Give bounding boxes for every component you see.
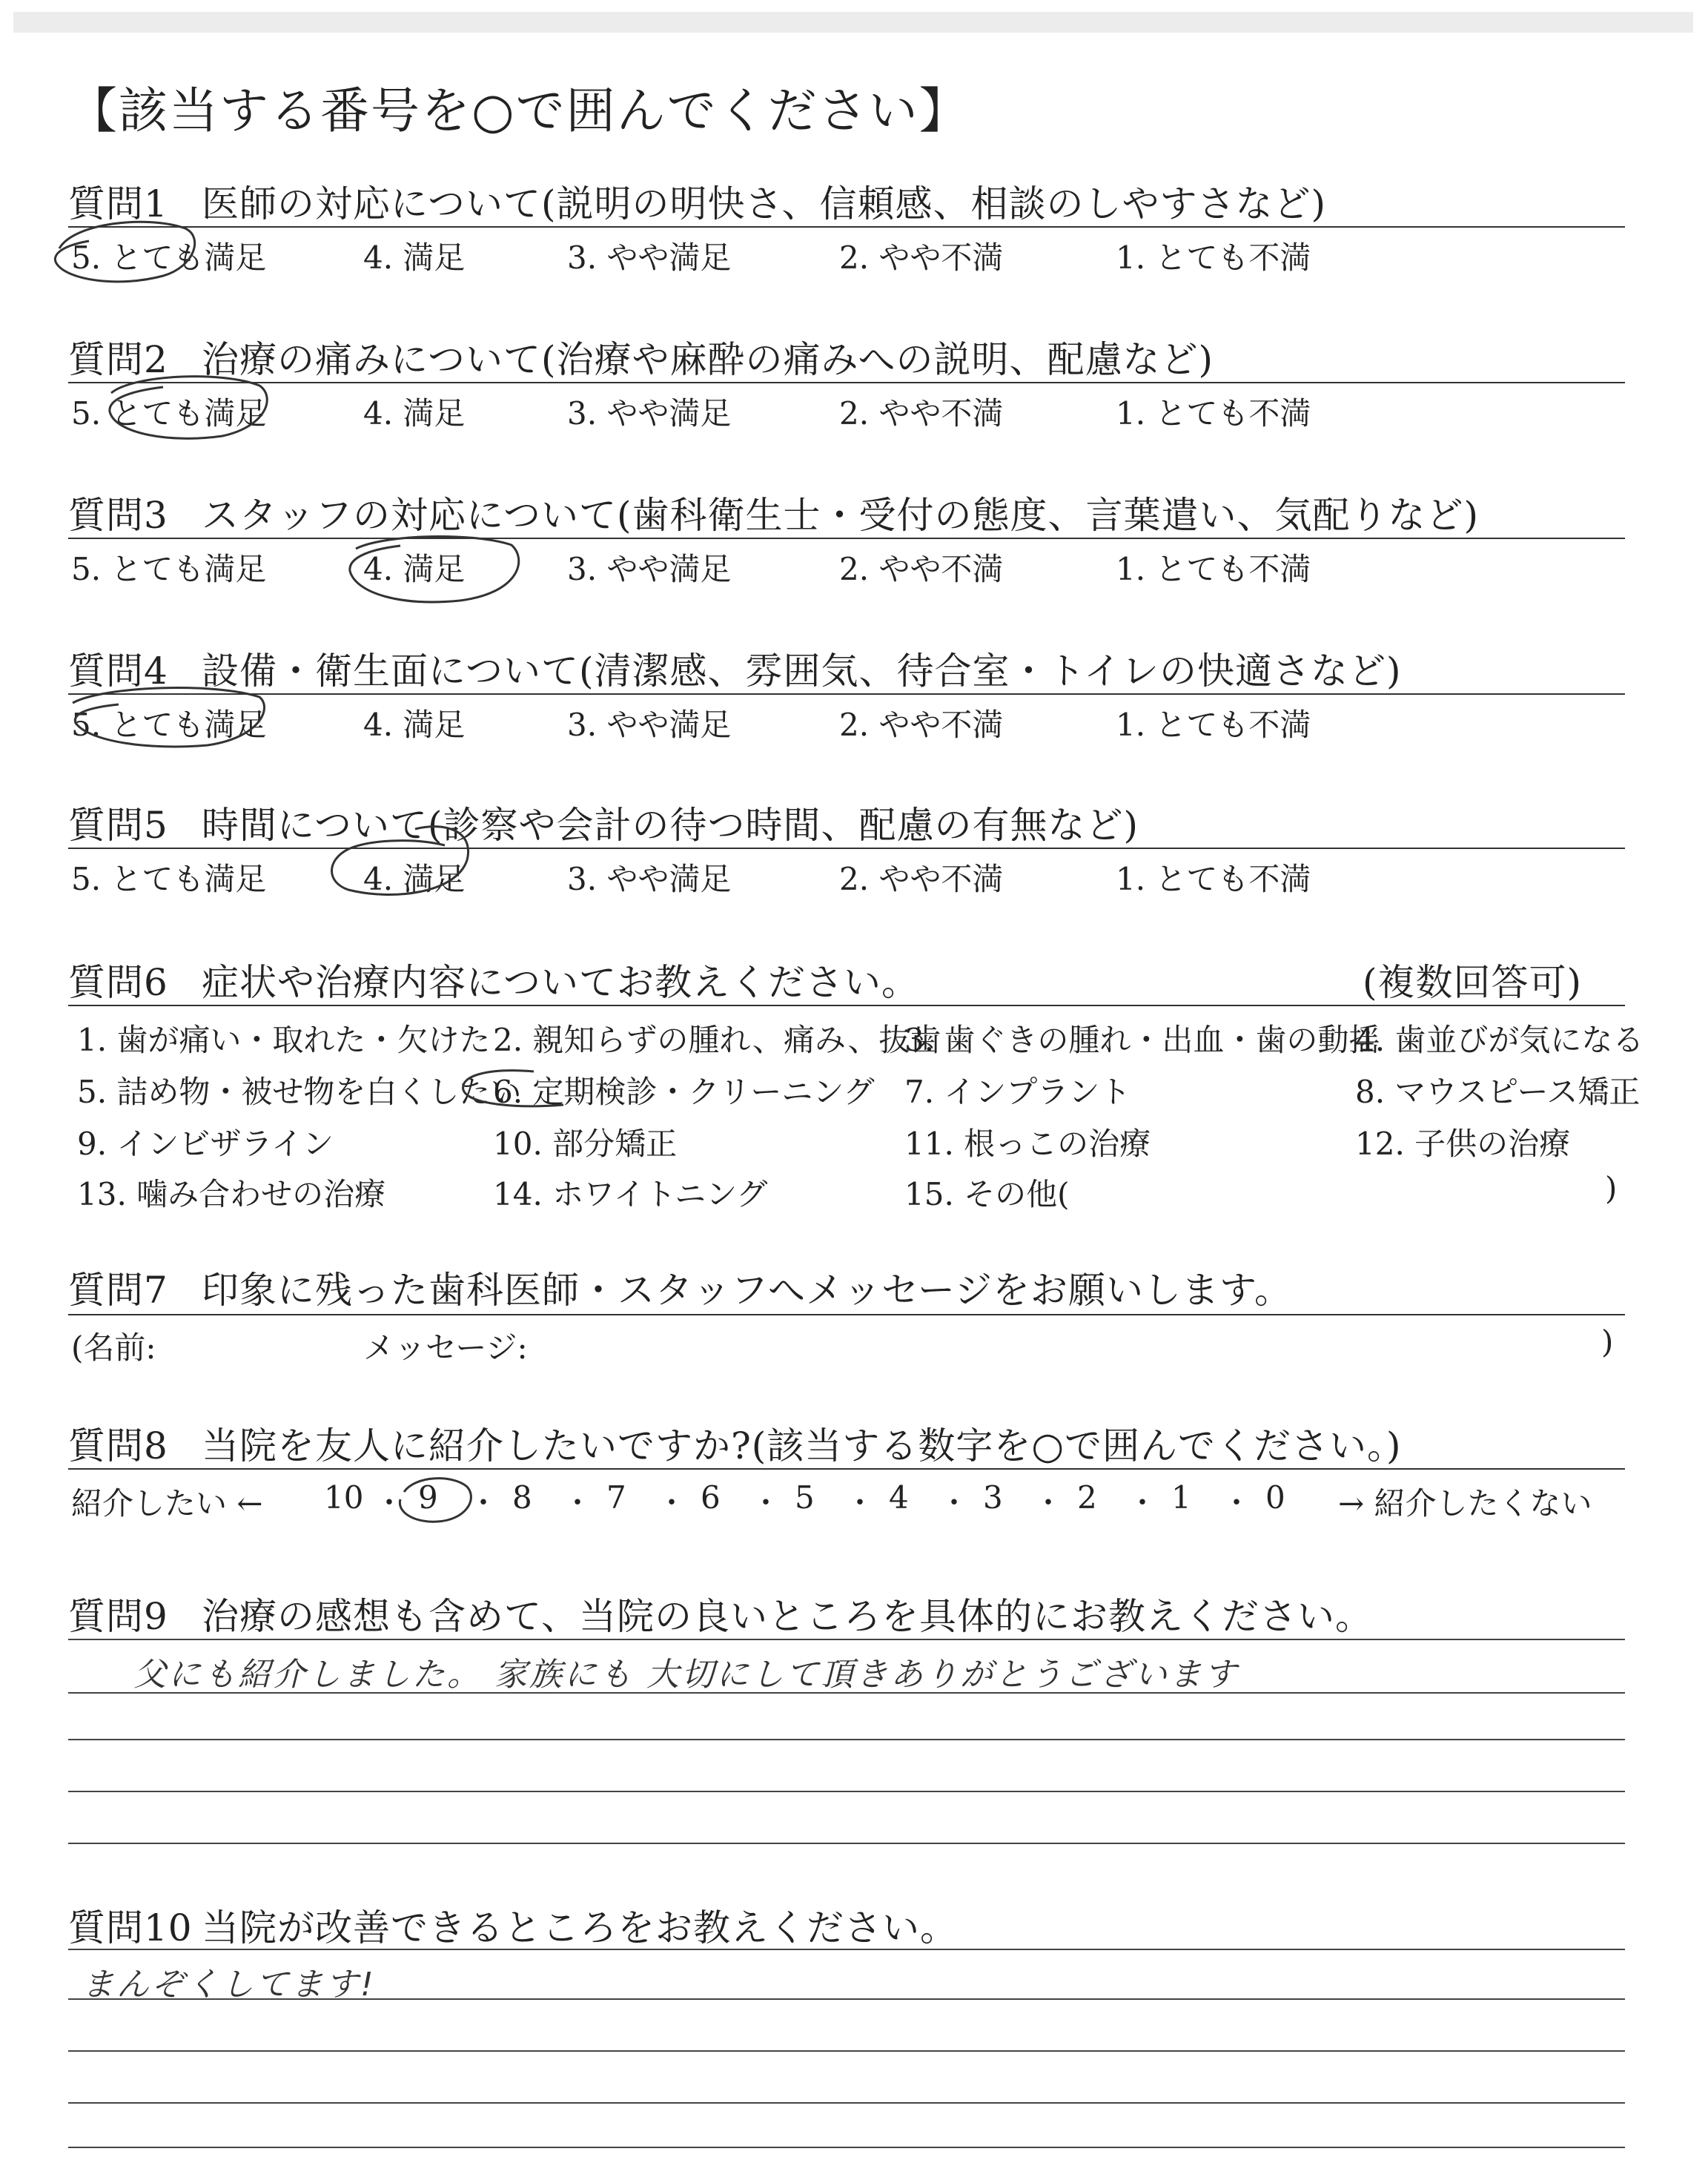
q6-item-5[interactable]: 5. 詰め物・被せ物を白くしたい <box>77 1074 522 1110</box>
q8-text: 当院を友人に紹介したいですか?(該当する数字を○で囲んでください。) <box>202 1424 1402 1467</box>
q6-item-10[interactable]: 10. 部分矯正 <box>493 1126 678 1162</box>
q8-separator: ・ <box>939 1486 969 1520</box>
q6-text: 症状や治療内容についてお教えください。 <box>202 961 919 1004</box>
q6-label: 質問6 <box>68 961 168 1004</box>
q3-text: スタッフの対応について(歯科衛生士・受付の態度、言葉遣い、気配りなど) <box>202 494 1480 537</box>
q8-scale-10[interactable]: 10 <box>324 1479 364 1516</box>
q5-rule <box>68 848 1625 849</box>
q5-option-1[interactable]: 1. とても不満 <box>1116 861 1311 897</box>
q8-label: 質問8 <box>68 1424 168 1467</box>
q4-rule <box>68 693 1625 695</box>
q6-item-6[interactable]: 6. 定期検診・クリーニング <box>493 1074 875 1110</box>
q3-label: 質問3 <box>68 494 168 537</box>
q9-line-2 <box>68 1692 1625 1694</box>
q2-option-4[interactable]: 4. 満足 <box>363 395 466 432</box>
q6-item-4[interactable]: 4. 歯並びが気になる <box>1355 1022 1644 1058</box>
q9-line-5 <box>68 1843 1625 1844</box>
q2-option-3[interactable]: 3. やや満足 <box>567 395 732 432</box>
q2-option-5[interactable]: 5. とても満足 <box>71 395 267 432</box>
q9-label: 質問9 <box>68 1595 168 1638</box>
scan-top-edge <box>13 12 1693 33</box>
q10-text: 当院が改善できるところをお教えください。 <box>202 1906 958 1949</box>
q2-label: 質問2 <box>68 338 168 381</box>
q6-item-14[interactable]: 14. ホワイトニング <box>493 1176 768 1212</box>
q8-separator: ・ <box>845 1486 875 1520</box>
q8-scale-9[interactable]: 9 <box>418 1479 438 1516</box>
q8-scale-4[interactable]: 4 <box>889 1479 909 1516</box>
q1-option-1[interactable]: 1. とても不満 <box>1116 240 1311 276</box>
q7-label: 質問7 <box>68 1269 168 1312</box>
q5-option-3[interactable]: 3. やや満足 <box>567 861 732 897</box>
q4-option-2[interactable]: 2. やや不満 <box>839 707 1004 743</box>
q8-separator: ・ <box>469 1486 498 1520</box>
q1-option-3[interactable]: 3. やや満足 <box>567 240 732 276</box>
q2-rule <box>68 382 1625 383</box>
q7-rule <box>68 1314 1625 1315</box>
q8-scale-8[interactable]: 8 <box>512 1479 532 1516</box>
q8-scale-0[interactable]: 0 <box>1265 1479 1285 1516</box>
q9-text: 治療の感想も含めて、当院の良いところを具体的にお教えください。 <box>202 1595 1373 1638</box>
q4-label: 質問4 <box>68 650 168 693</box>
q2-option-2[interactable]: 2. やや不満 <box>839 395 1004 432</box>
q7-name-label: (名前: <box>71 1330 156 1366</box>
q6-item-12[interactable]: 12. 子供の治療 <box>1355 1126 1571 1162</box>
q4-option-5[interactable]: 5. とても満足 <box>71 707 267 743</box>
q5-option-5[interactable]: 5. とても満足 <box>71 861 267 897</box>
q2-option-1[interactable]: 1. とても不満 <box>1116 395 1311 432</box>
q4-option-3[interactable]: 3. やや満足 <box>567 707 732 743</box>
q7-text: 印象に残った歯科医師・スタッフへメッセージをお願いします。 <box>202 1269 1292 1312</box>
q10-line-2 <box>68 1998 1625 2000</box>
q6-rule <box>68 1005 1625 1006</box>
q6-other-close-paren: ) <box>1605 1170 1618 1206</box>
q10-line-3 <box>68 2050 1625 2052</box>
q6-item-9[interactable]: 9. インビザライン <box>77 1126 334 1162</box>
q5-option-2[interactable]: 2. やや不満 <box>839 861 1004 897</box>
q8-rule <box>68 1468 1625 1470</box>
q5-option-4[interactable]: 4. 満足 <box>363 861 466 897</box>
q8-separator: ・ <box>657 1486 686 1520</box>
q2-text: 治療の痛みについて(治療や麻酔の痛みへの説明、配慮など) <box>202 338 1214 381</box>
q8-separator: ・ <box>563 1486 592 1520</box>
q8-right-label: → 紹介したくない <box>1338 1485 1592 1522</box>
q4-option-1[interactable]: 1. とても不満 <box>1116 707 1311 743</box>
q6-item-1[interactable]: 1. 歯が痛い・取れた・欠けた <box>77 1022 491 1058</box>
q3-rule <box>68 538 1625 539</box>
q8-separator: ・ <box>1128 1486 1157 1520</box>
q6-item-15[interactable]: 15. その他( <box>904 1176 1070 1212</box>
q6-item-8[interactable]: 8. マウスピース矯正 <box>1355 1074 1641 1110</box>
q9-line-4 <box>68 1791 1625 1792</box>
q6-item-11[interactable]: 11. 根っこの治療 <box>904 1126 1151 1162</box>
q1-option-2[interactable]: 2. やや不満 <box>839 240 1004 276</box>
q8-scale-6[interactable]: 6 <box>701 1479 721 1516</box>
q3-option-2[interactable]: 2. やや不満 <box>839 551 1004 587</box>
q3-option-5[interactable]: 5. とても満足 <box>71 551 267 587</box>
q8-separator: ・ <box>751 1486 781 1520</box>
q8-scale-3[interactable]: 3 <box>983 1479 1003 1516</box>
q1-label: 質問1 <box>68 182 168 225</box>
q8-scale-1[interactable]: 1 <box>1171 1479 1191 1516</box>
q8-scale-7[interactable]: 7 <box>606 1479 626 1516</box>
form-heading: 【該当する番号を○で囲んでください】 <box>68 82 970 139</box>
q8-separator: ・ <box>1033 1486 1063 1520</box>
q6-item-2[interactable]: 2. 親知らずの腫れ、痛み、抜歯 <box>493 1022 941 1058</box>
q6-item-3[interactable]: 3. 歯ぐきの腫れ・出血・歯の動揺 <box>904 1022 1380 1058</box>
q3-option-4[interactable]: 4. 満足 <box>363 551 466 587</box>
q6-note: (複数回答可) <box>1363 961 1583 1004</box>
q7-close-paren: ) <box>1601 1324 1614 1360</box>
q8-left-label: 紹介したい ← <box>71 1485 263 1522</box>
q1-rule <box>68 226 1625 228</box>
q10-line-5 <box>68 2147 1625 2148</box>
q8-scale-5[interactable]: 5 <box>795 1479 815 1516</box>
q10-line-1 <box>68 1949 1625 1950</box>
q8-separator: ・ <box>374 1486 404 1520</box>
q8-separator: ・ <box>1222 1486 1251 1520</box>
q8-scale-2[interactable]: 2 <box>1077 1479 1097 1516</box>
q6-item-7[interactable]: 7. インプラント <box>904 1074 1131 1110</box>
q9-handwritten-answer: 父にも紹介しました。 家族にも 大切にして頂きありがとうございます <box>133 1656 1239 1694</box>
q10-label: 質問10 <box>68 1906 193 1949</box>
q5-text: 時間について(診察や会計の待つ時間、配慮の有無など) <box>202 804 1139 847</box>
q1-option-4[interactable]: 4. 満足 <box>363 240 466 276</box>
q10-handwritten-answer: まんぞくしてます! <box>82 1966 376 2004</box>
q1-text: 医師の対応について(説明の明快さ、信頼感、相談のしやすさなど) <box>202 182 1327 225</box>
q9-line-3 <box>68 1739 1625 1740</box>
q4-text: 設備・衛生面について(清潔感、雰囲気、待合室・トイレの快適さなど) <box>202 650 1402 693</box>
q1-option-5[interactable]: 5. とても満足 <box>71 240 267 276</box>
q10-line-4 <box>68 2102 1625 2104</box>
q4-option-4[interactable]: 4. 満足 <box>363 707 466 743</box>
q6-item-13[interactable]: 13. 噛み合わせの治療 <box>77 1176 386 1212</box>
q5-label: 質問5 <box>68 804 168 847</box>
q7-message-label: メッセージ: <box>363 1330 528 1366</box>
q3-option-3[interactable]: 3. やや満足 <box>567 551 732 587</box>
q3-option-1[interactable]: 1. とても不満 <box>1116 551 1311 587</box>
q9-line-1 <box>68 1639 1625 1640</box>
